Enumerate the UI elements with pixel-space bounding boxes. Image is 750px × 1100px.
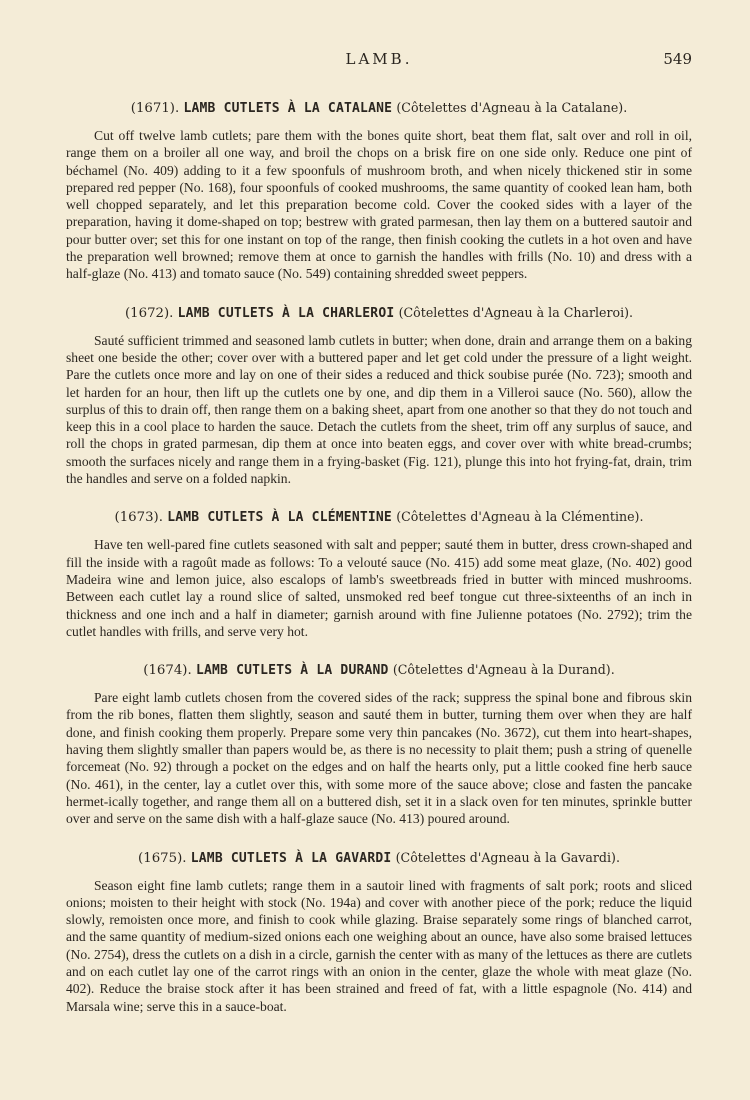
recipe-french-name: (Côtelettes d'Agneau à la Durand).: [392, 662, 615, 678]
recipe-number: (1674).: [143, 663, 192, 679]
recipe-number: (1673).: [114, 510, 163, 526]
recipe-text: Cut off twelve lamb cutlets; pare them with the bones quite short, beat them flat, salt over and roll in oil, range them on a broiler all one way, and broil the chops on a brisk fire on one side only. Reduce one pint of béchamel (No. 409) adding to it a few spoonfuls of mushroom broth, and when nicely thickened stir in some prepared red pepper (No. 168), four spoonfuls of cooked mushrooms, the same quantity of cooked lean ham, both well chopped separately, and let this preparation become cold. Cover the cooked sides with a layer of the preparation, having it dome-shaped on top; bestrew with grated parmesan, then lay them on a buttered sautoir and pour butter over; set this for one instant on top of the range, then finish cooking the cutlets in a hot oven and have the preparation well browned; remove them at once to garnish the handles with frills (No. 10) and dress with a half-glaze (No. 413) and tomato sauce (No. 549) containing shredded sweet peppers.: [66, 128, 692, 282]
recipe-french-name: (Côtelettes d'Agneau à la Clémentine).: [396, 509, 644, 525]
recipe-name: LAMB CUTLETS À LA CLÉMENTINE: [167, 510, 392, 526]
recipe-1671: [66, 100, 692, 283]
recipe-name: LAMB CUTLETS À LA GAVARDI: [190, 850, 392, 866]
recipe-1673: [66, 509, 692, 640]
recipe-1672: [66, 305, 692, 488]
recipe-french-name: (Côtelettes d'Agneau à la Catalane).: [396, 100, 628, 115]
recipe-1675: [66, 850, 692, 1015]
recipe-title: [66, 305, 692, 322]
recipe-french-name: (Côtelettes d'Agneau à la Gavardi).: [395, 849, 620, 865]
recipe-title: [66, 509, 692, 526]
recipe-title: [66, 662, 692, 679]
recipe-1674: [66, 662, 692, 827]
recipe-text: Sauté sufficient trimmed and seasoned lamb cutlets in butter; when done, drain and arrange them on a baking sheet one beside the other; cover over with a buttered paper and let get cold under the pressure of a light weight. Pare the cutlets once more and lay on one of their sides a reduced and thick soubise purée (No. 723); smooth and let harden for an hour, then lift up the cutlets one by one, and dip them in a Villeroi sauce (No. 560), allow the surplus of this to drain off, then range them on a baking sheet, apart from one another so that they do not touch and keep this in a cool place to harden the sauce. Detach the cutlets from the sheet, trim off any surplus of sauce, and roll the chops in grated parmesan, dip them at once into beaten eggs, and cover over with white bread-crumbs; smooth the surfaces nicely and range them in a frying-basket (Fig. 121), plunge this into hot frying-fat, drain, trim the handles and serve on a folded napkin.: [66, 332, 692, 487]
recipe-number: (1672).: [124, 305, 174, 321]
recipe-name: LAMB CUTLETS À LA DURAND: [195, 663, 389, 679]
recipe-title: [66, 100, 692, 117]
page-number: 549: [663, 50, 692, 68]
recipe-name: LAMB CUTLETS À LA CATALANE: [183, 101, 393, 116]
recipe-text: Season eight fine lamb cutlets; range them in a sautoir lined with fragments of salt pork; roots and sliced onions; moisten to their height with stock (No. 194a) and cover with another piece of the pork; reduce the liquid slowly, remoisten once more, and finish to cook while glazing. Braise separately some rings of blanched carrot, and the same quantity of medium-sized onions each one weighing about an ounce, have also some braised lettuces (No. 2754), dress the cutlets on a dish in a circle, garnish the center with as many of the lettuces as there are cutlets and on each cutlet lay one of the carrot rings with an onion in the center, glaze the whole with meat glaze (No. 402). Reduce the braise stock after it has been strained and freed of fat, with a little espagnole (No. 414) and Marsala wine; serve this in a sauce-boat.: [66, 877, 692, 1014]
recipe-number: (1671).: [130, 101, 180, 116]
recipe-title: [66, 850, 692, 867]
recipe-french-name: (Côtelettes d'Agneau à la Charleroi).: [398, 304, 634, 320]
recipe-text: Have ten well-pared fine cutlets seasoned with salt and pepper; sauté them in butter, dress crown-shaped and fill the inside with a ragoût made as follows: To a velouté sauce (No. 415) add some meat glaze, (No. 402) good Madeira wine and lemon juice, also escalops of lamb's sweetbreads fried in butter with minced mushrooms. Between each cutlet lay a round slice of salted, unsmoked red beef tongue cut three-sixteenths of an inch in thickness and one inch and a half in diameter; garnish around with fine Julienne potatoes (No. 2792); trim the cutlet handles with frills, and serve very hot.: [66, 537, 692, 639]
page-title: LAMB.: [345, 50, 413, 68]
recipe-text: Pare eight lamb cutlets chosen from the covered sides of the rack; suppress the spinal bone and fibrous skin from the rib bones, flatten them slightly, season and sauté them in butter, turning them over when they are half done, and finish cooking them properly. Prepare some very thin pancakes (No. 3672), cut them into heart-shapes, having them slightly smaller than papers would be, as there is no necessity to plait them; push a string of quenelle forcemeat (No. 92) through a pocket on the edges and on half the hearts only, put a little cooked fine herb sauce (No. 461), in the center, lay a cutlet over this, with some more of the sauce above; close and fasten the pancake hermet-ically together, and range them all on a buttered dish, set it in a slack oven for ten minutes, sprinkle butter over and serve on the same dish with a half-glaze sauce (No. 413) poured around.: [66, 690, 692, 827]
recipe-name: LAMB CUTLETS À LA CHARLEROI: [177, 305, 395, 321]
recipe-number: (1675).: [138, 850, 187, 866]
running-head: [66, 0, 692, 68]
